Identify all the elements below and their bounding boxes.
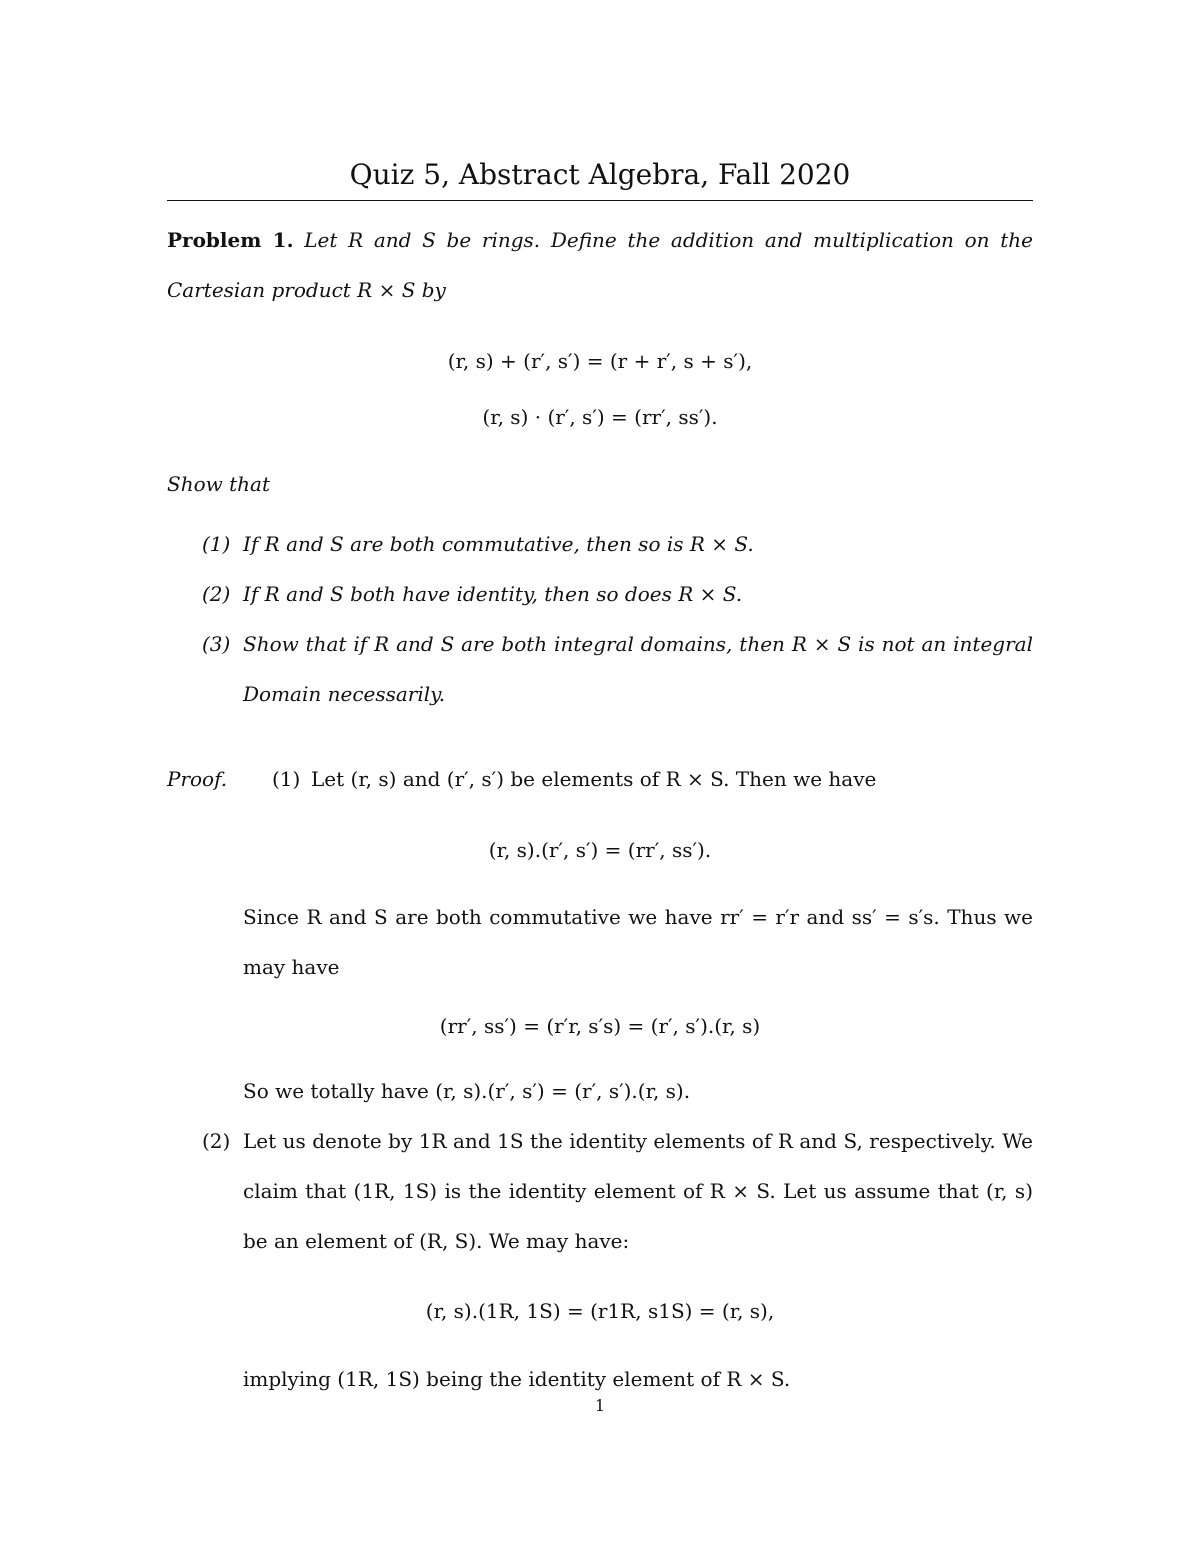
proof-part-2-line-4: implying (1R, 1S) being the identity element of R × S.	[243, 1367, 791, 1391]
item-1-number: (1)	[202, 532, 231, 556]
page-number: 1	[594, 1396, 606, 1415]
proof-part-1-line-4: So we totally have (r, s).(r′, s′) = (r′, s′).(r, s).	[243, 1079, 691, 1103]
item-3-text: Show that if R and S are both integral domains, then R × S is not an integral	[243, 632, 1033, 656]
problem-text-1: Let R and S be rings. Define the addition and multiplication on the	[304, 228, 1033, 252]
item-3-continuation: Domain necessarily.	[243, 682, 446, 706]
proof-part-1-line-1: Let (r, s) and (r′, s′) be elements of R × S. Then we have	[311, 767, 877, 791]
page-title: Quiz 5, Abstract Algebra, Fall 2020	[349, 158, 851, 191]
proof-part-1-line-2: Since R and S are both commutative we have rr′ = r′r and ss′ = s′s. Thus we	[243, 905, 1033, 929]
equation-addition: (r, s) + (r′, s′) = (r + r′, s + s′),	[447, 349, 753, 373]
problem-statement-line-1	[167, 227, 1033, 253]
problem-label: Problem 1.	[167, 228, 294, 252]
proof-part-2-line-1: Let us denote by 1R and 1S the identity elements of R and S, respectively. We	[243, 1129, 1033, 1153]
proof-part-2-number: (2)	[202, 1129, 231, 1153]
proof-equation-3: (r, s).(1R, 1S) = (r1R, s1S) = (r, s),	[425, 1299, 775, 1323]
item-2-text: If R and S both have identity, then so does R × S.	[243, 582, 743, 606]
title-rule	[167, 200, 1033, 201]
show-that-label: Show that	[167, 472, 270, 496]
proof-equation-1: (r, s).(r′, s′) = (rr′, ss′).	[488, 838, 712, 862]
proof-part-2-line-2: claim that (1R, 1S) is the identity element of R × S. Let us assume that (r, s)	[243, 1179, 1033, 1203]
problem-statement-line-2: Cartesian product R × S by	[167, 278, 446, 302]
proof-equation-2: (rr′, ss′) = (r′r, s′s) = (r′, s′).(r, s)	[439, 1014, 761, 1038]
item-2-number: (2)	[202, 582, 231, 606]
proof-part-1-line-3: may have	[243, 955, 340, 979]
proof-label: Proof.	[167, 767, 228, 791]
proof-part-1-number: (1)	[272, 767, 301, 791]
item-1-text: If R and S are both commutative, then so is R × S.	[243, 532, 754, 556]
equation-multiplication: (r, s) · (r′, s′) = (rr′, ss′).	[482, 405, 718, 429]
item-3-number: (3)	[202, 632, 231, 656]
proof-part-2-line-3: be an element of (R, S). We may have:	[243, 1229, 630, 1253]
